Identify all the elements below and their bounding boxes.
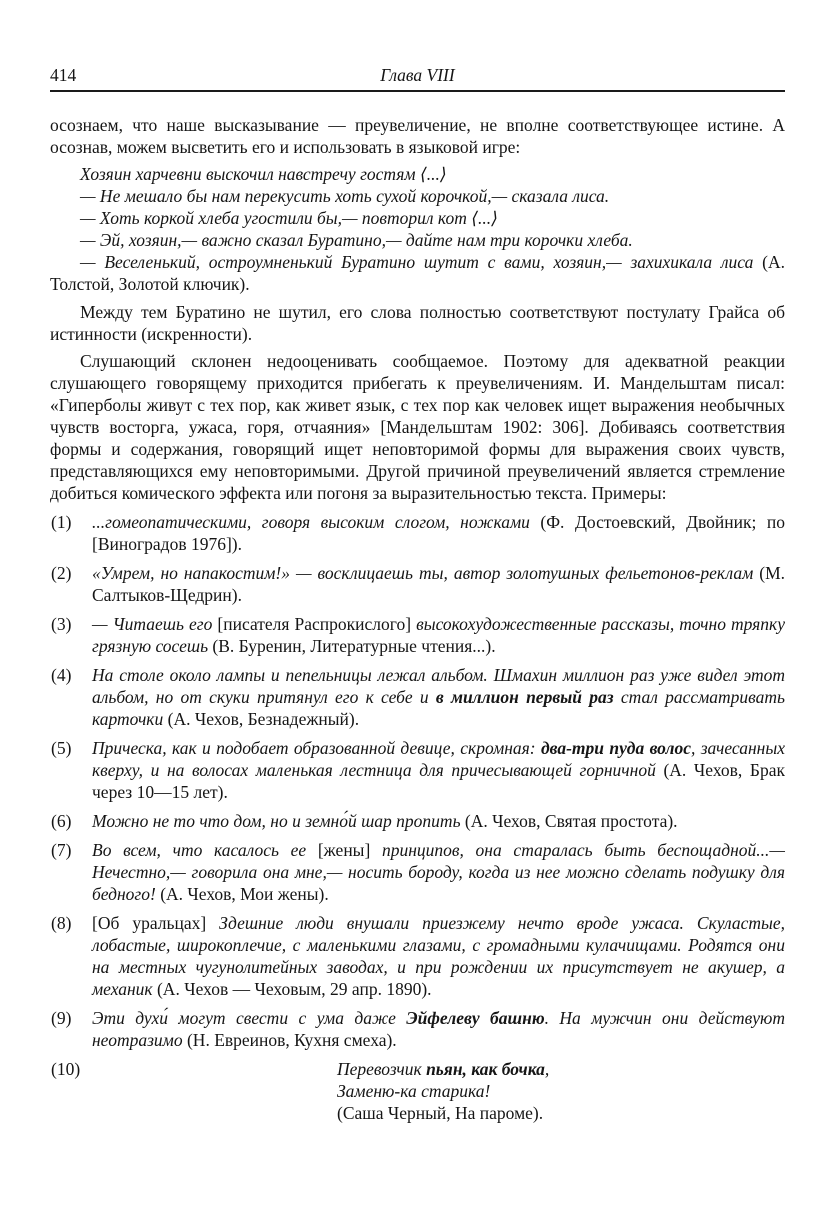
example-number: (10) bbox=[51, 1059, 81, 1079]
verse-line: Заменю-ка старика! bbox=[337, 1081, 491, 1101]
example-text: ...гомеопатическими, говоря высоким слогом, ножками (Ф. Достоевский, Двойник; по [Виноградов 1976]). bbox=[92, 512, 785, 554]
example-text: Прическа, как и подобает образованной девице, скромная: два-три пуда волос, зачесанных кверху, и на волосах маленькая лестница для причесывающей горничной (А. Чехов, Брак через 10—15 лет). bbox=[92, 738, 786, 802]
example-number: (6) bbox=[51, 811, 72, 831]
chapter-title: Глава VIII bbox=[380, 65, 455, 85]
header-rule bbox=[50, 90, 785, 92]
example-number: (8) bbox=[51, 913, 72, 933]
example-item-1 bbox=[50, 511, 785, 555]
paragraph-gricean: Между тем Буратино не шутил, его слова полностью соответствуют постулату Грайса об истинности (искренности). bbox=[50, 302, 785, 344]
quote-line: — Не мешало бы нам перекусить хоть сухой корочкой,— сказала лиса. bbox=[80, 186, 610, 206]
quote-line: — Веселенький, остроумненький Буратино шутит с вами, хозяин,— захихикала лиса (А. Толстой, Золотой ключик). bbox=[50, 252, 785, 294]
paragraph-hyperbole: Слушающий склонен недооценивать сообщаемое. Поэтому для адекватной реакции слушающего говорящему приходится прибегать к преувеличениям. И. Мандельштам писал: «Гиперболы живут с тех пор, как живет язык, с тех пор как человек ищет выражения необычных чувств восторга, ужаса, горя, отчаяния» [Мандельштам 1902: 306]. Добиваясь соответствия формы и содержания, говорящий ищет неповторимой формы для выражения своих чувств, представляющихся ему неповторимыми. Другой причиной преувеличений является стремление добиться комического эффекта или погоня за выразительностью текста. Примеры: bbox=[50, 351, 785, 503]
example-item-8 bbox=[50, 912, 785, 1000]
example-item-10-verse bbox=[50, 1058, 785, 1124]
example-number: (5) bbox=[51, 738, 72, 758]
page-header bbox=[50, 64, 785, 88]
example-text: Во всем, что касалось ее [жены] принципов, она старалась быть беспощадной...— Нечестно,— говорила она мне,— носить бороду, когда из нее можно сделать подушку для бедного! (А. Чехов, Мои жены). bbox=[92, 840, 785, 904]
example-item-2 bbox=[50, 562, 785, 606]
example-text: — Читаешь его [писателя Распрокислого] высокохудожественные рассказы, точно тряпку грязную сосешь (В. Буренин, Литературные чтения...). bbox=[92, 614, 785, 656]
page-body bbox=[50, 114, 785, 1124]
example-item-4 bbox=[50, 664, 785, 730]
example-item-5 bbox=[50, 737, 785, 803]
literary-quote-block bbox=[50, 163, 785, 295]
example-item-6 bbox=[50, 810, 785, 832]
quote-line: Хозяин харчевни выскочил навстречу гостям ⟨...⟩ bbox=[80, 164, 447, 184]
verse-line: Перевозчик пьян, как бочка, bbox=[337, 1059, 550, 1079]
examples-list bbox=[50, 511, 785, 1124]
example-number: (2) bbox=[51, 563, 72, 583]
example-item-7 bbox=[50, 839, 785, 905]
example-text: Можно не то что дом, но и земно́й шар пропить (А. Чехов, Святая простота). bbox=[92, 811, 678, 831]
verse-block bbox=[337, 1058, 785, 1124]
example-item-3 bbox=[50, 613, 785, 657]
example-text: Эти духи́ могут свести с ума даже Эйфелеву башню. На мужчин они действуют неотразимо (Н. Евреинов, Кухня смеха). bbox=[92, 1008, 785, 1050]
example-number: (3) bbox=[51, 614, 72, 634]
example-text: «Умрем, но напакостим!» — восклицаешь ты, автор золотушных фельетонов-реклам (М. Салтыков-Щедрин). bbox=[92, 563, 786, 605]
example-number: (9) bbox=[51, 1008, 72, 1028]
quote-line: — Эй, хозяин,— важно сказал Буратино,— дайте нам три корочки хлеба. bbox=[80, 230, 633, 250]
quote-line: — Хоть коркой хлеба угостили бы,— повторил кот ⟨...⟩ bbox=[80, 208, 498, 228]
example-text: [Об уральцах] Здешние люди внушали приезжему нечто вроде ужаса. Скуластые, лобастые, широкоплечие, с маленькими глазами, с громадными кулачищами. Родятся они на местных чугунолитейных заводах, и при рождении их присутствует не акушер, а механик (А. Чехов — Чеховым, 29 апр. 1890). bbox=[92, 913, 786, 999]
example-number: (4) bbox=[51, 665, 72, 685]
page-number: 414 bbox=[50, 65, 77, 85]
example-item-9 bbox=[50, 1007, 785, 1051]
verse-attribution: (Саша Черный, На пароме). bbox=[337, 1103, 544, 1123]
paragraph-intro: осознаем, что наше высказывание — преувеличение, не вполне соответствующее истине. А осознав, можем высветить его и использовать в языковой игре: bbox=[50, 115, 785, 157]
example-text: На столе около лампы и пепельницы лежал альбом. Шмахин миллион раз уже видел этот альбом, но от скуки притянул его к себе и в миллион первый раз стал рассматривать карточки (А. Чехов, Безнадежный). bbox=[92, 665, 785, 729]
example-number: (7) bbox=[51, 840, 72, 860]
example-number: (1) bbox=[51, 512, 72, 532]
